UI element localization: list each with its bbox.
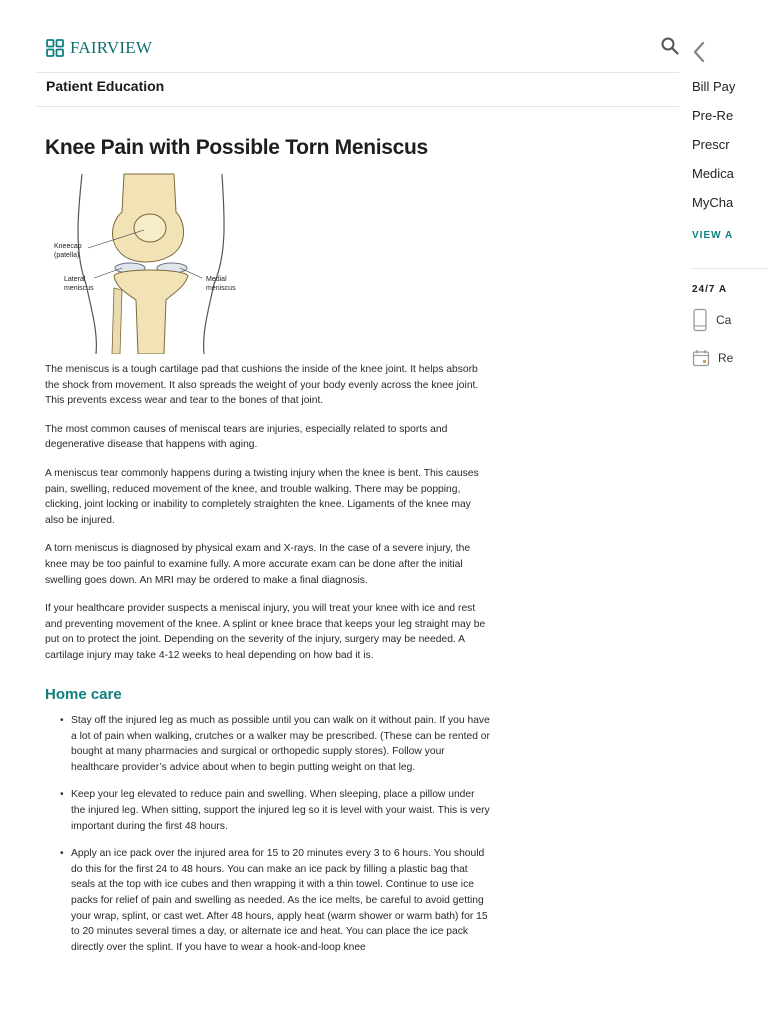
phone-icon [692,308,708,332]
sidebar-row-call-label: Ca [716,313,732,327]
paragraph-causes: The most common causes of meniscal tears are injuries, especially related to sports and degenerative disease that happens with aging. [45,423,448,451]
sidebar-row-reserve-label: Re [718,351,734,365]
sidebar-heading-24-7: 24/7 A [692,284,728,295]
label-lateral: Lateral [64,276,86,283]
brand-name: FAIRVIEW [70,38,153,57]
search-icon[interactable] [660,36,680,56]
paragraph-treatment: If your healthcare provider suspects a meniscal injury, you will treat your knee with ice and rest and preventing movement of the knee. A splint or knee brace that keeps your leg straight may be put on to protect the joint. Depending on the severity of the injury, surgery may be needed. A cartilage injury may take 4-12 weeks to heal depending on how bad it is. [45,603,486,661]
home-care-heading: Home care [45,685,122,703]
view-all-link[interactable]: VIEW A [692,230,734,241]
paragraph-intro: The meniscus is a tough cartilage pad that cushions the inside of the knee joint. It helps absorb the shock from movement. It also spreads the weight of your body evenly across the knee joint. This prevents excess wear and tear to the bones of that joint. [45,364,479,407]
sidebar-link-medical[interactable]: Medica [692,166,734,181]
chevron-left-icon[interactable] [690,40,708,64]
label-medial: Medial [206,276,227,283]
calendar-icon [692,349,710,367]
list-item: • Keep your leg elevated to reduce pain and swelling. When sleeping, place a pillow under the injured leg. When sitting, support the injured leg so it is level with your waist. This is very important during the first 48 hours. [71,787,491,834]
label-medial-meniscus: meniscus [206,285,236,292]
header-divider [36,72,679,73]
home-care-list [45,713,491,955]
sidebar-link-prescriptions[interactable]: Prescr [692,137,730,152]
label-kneecap: Kneecap [54,243,82,250]
section-divider [36,106,679,107]
section-label[interactable]: Patient Education [46,78,165,94]
page-title: Knee Pain with Possible Torn Meniscus [45,136,428,159]
site-header [0,0,768,72]
fairview-logo-icon [46,39,64,57]
sidebar-row-call[interactable] [692,308,731,332]
sidebar-row-reserve[interactable] [692,349,733,367]
paragraph-diagnosis: A torn meniscus is diagnosed by physical exam and X-rays. In the case of a severe injury, the knee may be too painful to examine fully. A more accurate exam can be done after the initial swelling goes down. An MRI may be ordered to make a final diagnosis. [45,543,471,586]
paragraph-symptoms: A meniscus tear commonly happens during a twisting injury when the knee is bent. This causes pain, swelling, reduced movement of the knee, and trouble walking. There may be popping, clicking, joint locking or inability to completely straighten the knee. Ligaments of the knee may also be injured. [45,467,479,526]
label-lateral-meniscus: meniscus [64,285,94,292]
knee-anatomy-illustration [52,172,248,354]
fairview-logo[interactable] [46,38,152,58]
label-patella: (patella) [54,252,80,259]
list-item: • Apply an ice pack over the injured area for 15 to 20 minutes every 3 to 6 hours. You should do this for the first 24 to 48 hours. You can make an ice pack by filling a plastic bag that seals at the top with ice cubes and then wrapping it with a thin towel. Continue to use ice packs for relief of pain and swelling as needed. As the ice melts, be careful to avoid getting your wrap, splint, or cast wet. After 48 hours, apply heat (warm shower or warm bath) for 15 to 20 minutes several times a day, or alternate ice and heat. You can place the ice pack directly over the splint. If you have to wear a hook-and-loop knee [71,846,491,955]
list-item: • Stay off the injured leg as much as possible until you can walk on it without pain. If you have a lot of pain when walking, crutches or a walker may be prescribed. (These can be rented or bought at many pharmacies and surgical or orthopedic supply stores). Follow your healthcare provider’s advice about when to begin putting weight on that leg. [71,713,491,775]
sidebar-link-mychart[interactable]: MyCha [692,195,734,210]
article-body [45,362,491,967]
sidebar-link-bill-pay[interactable]: Bill Pay [692,79,736,94]
sidebar-divider [692,268,768,269]
sidebar-link-pre-registration[interactable]: Pre-Re [692,108,734,123]
